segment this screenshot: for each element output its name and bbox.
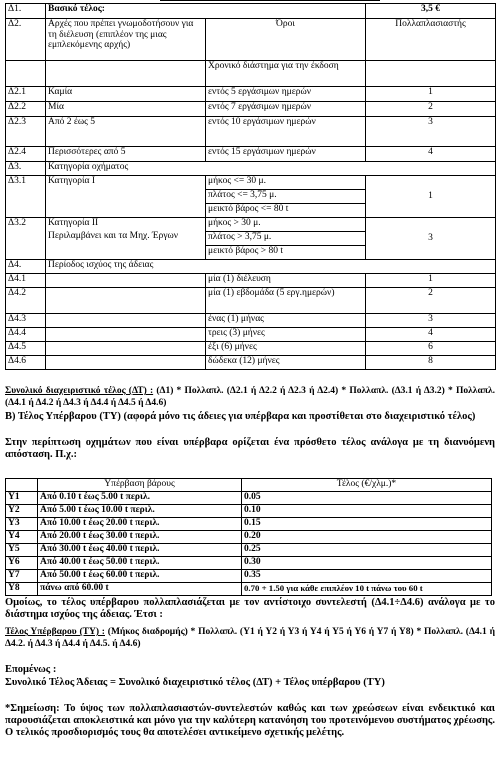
row-term: μία (1) εβδομάδα (5 εργ.ημερών) xyxy=(206,288,366,314)
row-fee: 0.25 xyxy=(242,544,492,557)
cat2-row xyxy=(6,218,496,232)
row-fee: 0.30 xyxy=(242,557,492,570)
row-term: έξι (6) μήνες xyxy=(206,342,366,356)
row-mult: 2 xyxy=(366,288,496,314)
total-fee-formula: Συνολικό Τέλος Άδειας = Συνολικό διαχειριστικό τέλος (ΔΤ) + Τέλος υπέρβαρου (ΤΥ) xyxy=(5,677,385,688)
formula-overweight-fee xyxy=(5,626,495,650)
row-fee: 0.05 xyxy=(242,492,492,505)
row-mult: 1 xyxy=(366,274,496,288)
row-range: Από 30.00 t έως 40.00 t περιλ. xyxy=(38,544,242,557)
row-code: Δ4.4 xyxy=(6,328,46,342)
row-code: Δ4.3 xyxy=(6,314,46,328)
fee-main-table xyxy=(5,3,496,370)
row-term: δώδεκα (12) μήνες xyxy=(206,356,366,370)
row-code: Υ7 xyxy=(6,570,38,583)
row-range: Από 0.10 t έως 5.00 t περιλ. xyxy=(38,492,242,505)
row-fee: 0.70 + 1.50 για κάθε επιπλέον 10 t πάνω του 60 t xyxy=(242,583,492,596)
row-term: εντός 15 εργάσιμων ημερών xyxy=(206,147,366,162)
base-fee-label: Βασικό τέλος: xyxy=(46,4,366,19)
section-label: Περίοδος ισχύος της άδειας xyxy=(46,260,496,274)
base-fee-row xyxy=(6,4,496,19)
table-row xyxy=(6,492,492,505)
row-range: Από 5.00 t έως 10.00 t περιλ. xyxy=(38,505,242,518)
table-row xyxy=(6,328,496,342)
cat2-term: μήκος > 30 μ. xyxy=(206,218,366,232)
cat2-code: Δ3.2 xyxy=(6,218,46,260)
formula-admin-label: Συνολικό διαχειριστικό τέλος (ΔΤ) : xyxy=(5,386,154,396)
row-code: Υ6 xyxy=(6,557,38,570)
row-term: ένας (1) μήνας xyxy=(206,314,366,328)
cat1-code: Δ3.1 xyxy=(6,176,46,218)
row-label: Περισσότερες από 5 xyxy=(46,147,206,162)
row-range: Από 10.00 t έως 20.00 t περιλ. xyxy=(38,518,242,531)
col-criteria: Αρχές που πρέπει γνωμοδοτήσουν για τη διέλευση (επιπλέον της μιας εμπλεκόμενης αρχής) xyxy=(46,19,206,61)
row-mult: 8 xyxy=(366,356,496,370)
row-label: Καμία xyxy=(46,87,206,102)
row-code: Δ2.1 xyxy=(6,87,46,102)
cat2-term: μεικτό βάρος > 80 t xyxy=(206,246,366,260)
time-note-row xyxy=(6,61,496,87)
cat2-label-cell xyxy=(46,218,206,260)
formula-overweight-label: Τέλος Υπέρβαρου (ΤΥ) : xyxy=(5,627,105,637)
row-code: Υ8 xyxy=(6,583,38,596)
row-code: Δ2.3 xyxy=(6,117,46,147)
table-row xyxy=(6,518,492,531)
overweight-fee-table xyxy=(5,478,492,596)
formula-admin-fee xyxy=(5,385,495,409)
row-mult: 6 xyxy=(366,342,496,356)
cat1-term: πλάτος <= 3,75 μ. xyxy=(206,190,366,204)
col-terms: Όροι xyxy=(206,19,366,61)
cat2-term: πλάτος > 3,75 μ. xyxy=(206,232,366,246)
table-row xyxy=(6,274,496,288)
cat1-term: μεικτό βάρος <= 80 t xyxy=(206,204,366,218)
row-range: Από 50.00 t έως 60.00 t περιλ. xyxy=(38,570,242,583)
cell-code: Δ1. xyxy=(6,4,46,19)
formula-overweight-text: (Μήκος διαδρομής) * Πολλαπλ. (Υ1 ή Υ2 ή Υ3 ή Υ4 ή Υ5 ή Υ6 ή Υ7 ή Υ8) * Πολλαπλ. (Δ4.1 ή Δ4.2. ή Δ4.3 ή Δ4.4 ή Δ4.5. ή Δ4.6) xyxy=(5,627,495,649)
table-row xyxy=(6,544,492,557)
row-code: Δ2.2 xyxy=(6,102,46,117)
section-b-heading: Β) Τέλος Υπέρβαρου (ΤΥ) (αφορά μόνο τις άδειες για υπέρβαρα και προστίθεται στο διαχειριστικό τέλος) xyxy=(5,411,476,422)
table-row xyxy=(6,147,496,162)
row-mult: 3 xyxy=(366,117,496,147)
row-term: εντός 10 εργάσιμων ημερών xyxy=(206,117,366,147)
section-code: Δ4. xyxy=(6,260,46,274)
table-row xyxy=(6,87,496,102)
row-fee: 0.35 xyxy=(242,570,492,583)
table-row xyxy=(6,356,496,370)
row-code: Υ1 xyxy=(6,492,38,505)
weight-header-row xyxy=(6,479,492,492)
cat2-label: Κατηγορία ΙΙ xyxy=(48,218,99,228)
table-row xyxy=(6,102,496,117)
therefore-label: Επομένως : xyxy=(5,664,57,675)
time-note: Χρονικό διάστημα για την έκδοση xyxy=(206,61,366,87)
formula-admin-text: (Δ1) * Πολλαπλ. (Δ2.1 ή Δ2.2 ή Δ2.3 ή Δ2.4) * Πολλαπλ. (Δ3.1 ή Δ3.2) * Πολλαπλ. (Δ4.1 ή Δ4.2 ή Δ4.3 ή Δ4.4 ή Δ4.5 ή Δ4.6) xyxy=(5,386,495,408)
row-code: Δ2.4 xyxy=(6,147,46,162)
columns-header-row xyxy=(6,19,496,61)
cat2-mult: 3 xyxy=(366,218,496,260)
table-row xyxy=(6,557,492,570)
col-fee: Τέλος (€/χλμ.)* xyxy=(242,479,492,492)
row-mult: 3 xyxy=(366,314,496,328)
row-fee: 0.10 xyxy=(242,505,492,518)
period-section-row xyxy=(6,260,496,274)
cat2-sublabel: Περιλαμβάνει και τα Μηχ. Έργων xyxy=(48,230,179,241)
row-mult: 4 xyxy=(366,147,496,162)
similarly-paragraph: Ομοίως, το τέλος υπέρβαρου πολλαπλασιάζεται με τον αντίστοιχο συντελεστή (Δ4.1÷Δ4.6) ανάλογα με το διάστημα ισχύος της άδειας. Έτσι : xyxy=(5,597,495,620)
row-range: Από 40.00 t έως 50.00 t περιλ. xyxy=(38,557,242,570)
row-term: εντός 5 εργάσιμων ημερών xyxy=(206,87,366,102)
cat1-label: Κατηγορία Ι xyxy=(46,176,206,218)
section-code: Δ3. xyxy=(6,162,46,176)
row-label: Από 2 έως 5 xyxy=(46,117,206,147)
row-code: Υ2 xyxy=(6,505,38,518)
footnote: *Σημείωση: Το ύψος των πολλαπλασιαστών-συντελεστών καθώς και των χρεώσεων είναι ενδεικτικό και παρουσιάζεται αποκλειστικά και μόνο για την καλύτερη κατανόηση του προτεινόμενου συστήματος χρέωσης. Ο τελικός προσδιορισμός τους θα αποτελέσει αντικείμενο σχετικής μελέτης. xyxy=(5,703,495,738)
table-row xyxy=(6,505,492,518)
row-term: μία (1) διέλευση xyxy=(206,274,366,288)
section-label: Κατηγορία οχήματος xyxy=(46,162,496,176)
table-row xyxy=(6,342,496,356)
row-code: Δ4.6 xyxy=(6,356,46,370)
row-code: Υ4 xyxy=(6,531,38,544)
col-multiplier: Πολλαπλασιαστής xyxy=(366,19,496,61)
row-mult: 4 xyxy=(366,328,496,342)
table-row xyxy=(6,531,492,544)
section-b-description: Στην περίπτωση οχημάτων που είναι υπέρβαρα ορίζεται ένα πρόσθετο τέλος ανάλογα με τη διανυόμενη απόσταση. Π.χ.: xyxy=(5,437,495,460)
row-term: εντός 7 εργάσιμων ημερών xyxy=(206,102,366,117)
table-row xyxy=(6,570,492,583)
table-row xyxy=(6,288,496,314)
base-fee-value: 3,5 € xyxy=(366,4,496,19)
row-mult: 2 xyxy=(366,102,496,117)
row-label: Μία xyxy=(46,102,206,117)
table-row xyxy=(6,314,496,328)
row-code: Δ4.1 xyxy=(6,274,46,288)
row-code: Δ4.2 xyxy=(6,288,46,314)
row-range: πάνω από 60.00 t xyxy=(38,583,242,596)
row-code: Υ5 xyxy=(6,544,38,557)
col-code: Δ2. xyxy=(6,19,46,61)
row-code: Υ3 xyxy=(6,518,38,531)
row-fee: 0.15 xyxy=(242,518,492,531)
cat1-term: μήκος <= 30 μ. xyxy=(206,176,366,190)
row-term: τρεις (3) μήνες xyxy=(206,328,366,342)
cat1-row xyxy=(6,176,496,190)
row-fee: 0.20 xyxy=(242,531,492,544)
vehicle-section-row xyxy=(6,162,496,176)
table-row xyxy=(6,583,492,596)
row-code: Δ4.5 xyxy=(6,342,46,356)
col-weight: Υπέρβαση βάρους xyxy=(38,479,242,492)
table-row xyxy=(6,117,496,147)
row-mult: 1 xyxy=(366,87,496,102)
cat1-mult: 1 xyxy=(366,176,496,218)
row-range: Από 20.00 t έως 30.00 t περιλ. xyxy=(38,531,242,544)
